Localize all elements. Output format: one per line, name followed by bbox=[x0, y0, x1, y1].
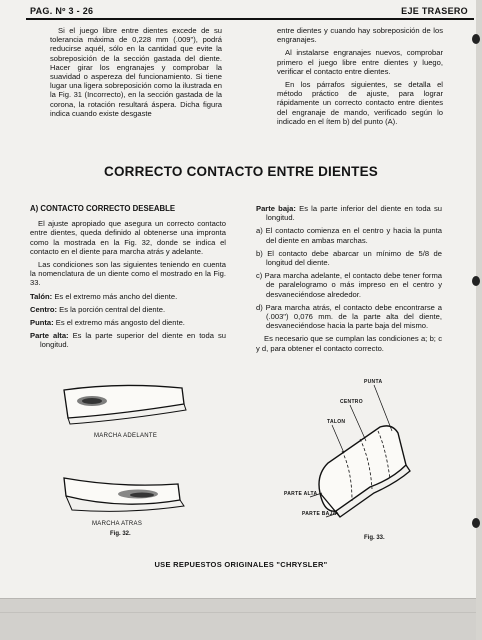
definition-centro: Centro: Es la porción central del diente. bbox=[30, 304, 166, 314]
top-left-column bbox=[50, 26, 222, 122]
label-centro: CENTRO bbox=[340, 399, 363, 405]
definition-talon: Talón: Es el extremo más ancho del diente. bbox=[30, 291, 178, 301]
header-rule bbox=[26, 18, 474, 20]
binder-edge bbox=[476, 0, 482, 640]
binder-hole-2 bbox=[472, 276, 480, 286]
fig32-caption-forward: MARCHA ADELANTE bbox=[94, 433, 158, 439]
label-talon: TALON bbox=[327, 419, 346, 425]
section-name: EJE TRASERO bbox=[401, 6, 468, 16]
fig32-number: Fig. 32. bbox=[110, 531, 131, 537]
right-column bbox=[256, 204, 442, 357]
definition-parte-baja: Parte baja: Es la parte inferior del diente en toda su longitud. bbox=[256, 204, 442, 223]
label-punta: PUNTA bbox=[364, 379, 383, 385]
paragraph-adjust: El ajuste apropiado que asegura un correcto contacto entre dientes, queda definido al obtenerse una impronta como la mostrada en la Fig. 32, donde se indica el contacto en el diente para marcha atrás y adelante. bbox=[30, 219, 226, 256]
fig32-reverse-tooth-illustration bbox=[58, 470, 188, 520]
definition-punta: Punta: Es el extremo más angosto del diente. bbox=[30, 318, 185, 328]
top-right-column bbox=[277, 26, 443, 130]
binder-hole-3 bbox=[472, 518, 480, 528]
condition-c: c) Para marcha adelante, el contacto debe tener forma de paralelogramo o más impreso en el centro y desvaneciéndose alrededor. bbox=[256, 271, 442, 299]
condition-a: a) El contacto comienza en el centro y hacia la punta del diente en ambas marchas. bbox=[256, 226, 442, 245]
footer-note: USE REPUESTOS ORIGINALES "CHRYSLER" bbox=[154, 560, 328, 569]
paragraph-continuation: entre dientes y cuando hay sobreposición de los engranajes. bbox=[277, 26, 443, 45]
paragraph-conditions: Las condiciones son las siguientes teniendo en cuenta la nomenclatura de un diente como el mostrado en la Fig. 33. bbox=[30, 260, 226, 288]
binder-hole-1 bbox=[472, 34, 480, 44]
scan-edge-line bbox=[0, 598, 482, 599]
left-column bbox=[30, 204, 226, 354]
paragraph-new-gears: Al instalarse engranajes nuevos, comprobar primero el juego libre entre dientes y luego, verificar el contacto entre dientes. bbox=[277, 48, 443, 76]
page-number: PAG. Nº 3 - 26 bbox=[30, 6, 94, 16]
scan-bottom-edge bbox=[0, 598, 482, 640]
paragraph-backlash: Si el juego libre entre dientes excede de su tolerancia máxima de 0,228 mm (.009"), podrá reducirse aquél, sólo en la cantidad que evite la sobreposición de la sección gastada del diente. Hacer girar los engranajes y comprobar la suavidad o aspereza del funcionamiento. Si tiene lugar una ligera sobreposición como la ilustrada en la Fig. 31 (Incorrecto), en la sección gastada de la corona, la rotación resultará áspera. Dicha figura indica cuando existe desgaste bbox=[50, 26, 222, 118]
section-title: CORRECTO CONTACTO ENTRE DIENTES bbox=[104, 164, 378, 179]
condition-b: b) El contacto debe abarcar un mínimo de 5/8 de longitud del diente. bbox=[256, 248, 442, 268]
paragraph-method: En los párrafos siguientes, se detalla el método práctico de ajuste, para lograr rápidamente un correcto contacto entre dientes del engranaje de mando, verificado según lo indicado en el ítem b) del punto (A). bbox=[277, 80, 443, 126]
label-parte-alta: PARTE ALTA bbox=[284, 491, 318, 497]
fig32-caption-reverse: MARCHA ATRAS bbox=[92, 521, 143, 527]
fig32-forward-tooth-illustration bbox=[60, 380, 190, 430]
fig33-number: Fig. 33. bbox=[364, 535, 385, 541]
definition-parte-alta: Parte alta: Es la parte superior del diente en toda su longitud. bbox=[30, 331, 226, 350]
closing-paragraph: Es necesario que se cumplan las condiciones a; b; c y d, para obtener el contacto correcto. bbox=[256, 334, 442, 353]
condition-d: d) Para marcha atrás, el contacto debe encontrarse a (.003") 0,076 mm. de la parte alta del diente, desvaneciéndose hacia la parte baja del mismo. bbox=[256, 302, 442, 331]
label-parte-baja: PARTE BAJA bbox=[302, 511, 337, 517]
subheading-a: A) CONTACTO CORRECTO DESEABLE bbox=[30, 204, 176, 213]
figures bbox=[0, 365, 482, 555]
scan-edge-line-2 bbox=[0, 612, 482, 613]
